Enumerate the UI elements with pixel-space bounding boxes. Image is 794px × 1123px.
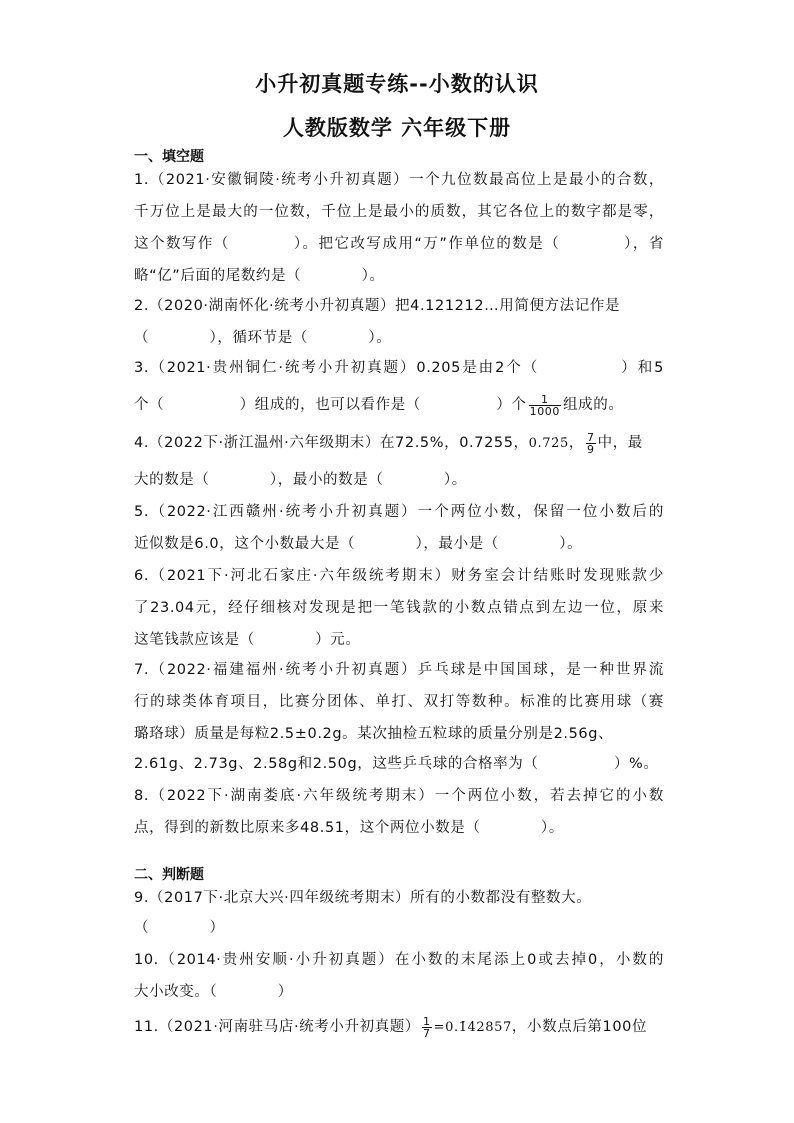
question-4-line-1 xyxy=(134,426,664,460)
question-8-line-1: 8.（2022下·湖南娄底·六年级统考期末）一个两位小数，若去掉它的小数 xyxy=(134,788,664,804)
question-3-line-2 xyxy=(134,388,664,422)
question-11-text-b: ，小数点后第100位 xyxy=(511,1019,648,1035)
page-title: 小升初真题专练--小数的认识 xyxy=(255,72,539,96)
comma: ， xyxy=(568,435,584,451)
question-9-line-1: 9.（2017下·北京大兴·四年级统考期末）所有的小数都没有整数大。 xyxy=(134,890,592,906)
question-6-line-1: 6.（2021下·河北石家庄·六年级统考期末）财务室会计结账时发现账款少 xyxy=(134,568,664,584)
question-3-line-1: 3.（2021·贵州铜仁·统考小升初真题）0.205是由2个（ ）和5 xyxy=(134,360,664,376)
question-1-line-2: 千万位上是最大的一位数，千位上是最小的质数，其它各位上的数字都是零， xyxy=(134,204,664,220)
fraction-one-thousandth xyxy=(529,394,561,417)
question-11-text-a: 11.（2021·河南驻马店·统考小升初真题） xyxy=(134,1019,420,1035)
page-subtitle: 人教版数学 六年级下册 xyxy=(282,116,512,140)
fraction-denominator: 1000 xyxy=(529,404,561,418)
question-4-line-2: 大的数是（ ），最小的数是（ ）。 xyxy=(134,472,467,488)
fraction-denominator: 7 xyxy=(422,1026,431,1040)
question-10-line-1: 10.（2014·贵州安顺·小升初真题）在小数的末尾添上0或去掉0，小数的 xyxy=(134,952,664,968)
question-5-line-1: 5.（2022·江西赣州·统考小升初真题）一个两位小数，保留一位小数后的 xyxy=(134,504,664,520)
section-heading-judge: 二、判断题 xyxy=(134,867,204,883)
question-7-line-4: 2.61g、2.73g、2.58g和2.50g，这些乒乓球的合格率为（ ）%。 xyxy=(134,756,659,772)
question-1-line-3: 这个数写作（ ）。把它改写成用“万”作单位的数是（ ），省 xyxy=(134,236,664,252)
fraction-one-seventh xyxy=(422,1016,432,1039)
repeating-decimal: 0.72̇5̇ xyxy=(528,436,569,451)
question-7-line-2: 行的球类体育项目，比赛分团体、单打、双打等数种。标准的比赛用球（赛 xyxy=(134,694,664,710)
repeating-decimal: =0.1̇42857̇ xyxy=(433,1020,512,1035)
question-4-text-a: 4.（2022下·浙江温州·六年级期末）在72.5%，0.7255， xyxy=(134,435,529,451)
fraction-denominator: 9 xyxy=(586,442,595,456)
question-1-line-4: 略“亿”后面的尾数约是（ ）。 xyxy=(134,268,385,284)
question-4-text-b: 中，最 xyxy=(597,435,643,451)
question-6-line-2: 了23.04元，经仔细核对发现是把一笔钱款的小数点错点到左边一位，原来 xyxy=(134,600,664,616)
question-7-line-1: 7.（2022·福建福州·统考小升初真题）乒乓球是中国国球，是一种世界流 xyxy=(134,662,664,678)
fraction-numerator: 1 xyxy=(529,394,561,406)
question-11-line-1 xyxy=(134,1010,664,1044)
fraction-numerator: 1 xyxy=(422,1014,431,1028)
question-6-line-3: 这笔钱款应该是（ ）元。 xyxy=(134,632,361,648)
question-3-text-a: 个（ ）组成的，也可以看作是（ ）个 xyxy=(134,397,527,413)
question-10-line-2: 大小改变。（ ） xyxy=(134,984,293,1000)
question-9-answer-blank: （ ） xyxy=(134,920,225,936)
section-heading-fill: 一、填空题 xyxy=(134,149,204,165)
question-7-line-3: 璐珞球）质量是每粒2.5±0.2g。某次抽检五粒球的质量分别是2.56g、 xyxy=(134,726,614,742)
question-3-text-b: 组成的。 xyxy=(563,397,624,413)
question-2-line-1: 2.（2020·湖南怀化·统考小升初真题）把4.121212…用简便方法记作是 xyxy=(134,298,621,314)
question-2-line-2: （ ），循环节是（ ）。 xyxy=(134,330,392,346)
question-8-line-2: 点，得到的新数比原来多48.51，这个两位小数是（ ）。 xyxy=(134,820,564,836)
question-1-line-1: 1.（2021·安徽铜陵·统考小升初真题）一个九位数最高位上是最小的合数， xyxy=(134,172,664,188)
fraction-numerator: 7 xyxy=(586,430,595,444)
fraction-seven-ninths xyxy=(586,432,596,455)
question-5-line-2: 近似数是6.0，这个小数最大是（ ），最小是（ ）。 xyxy=(134,536,583,552)
